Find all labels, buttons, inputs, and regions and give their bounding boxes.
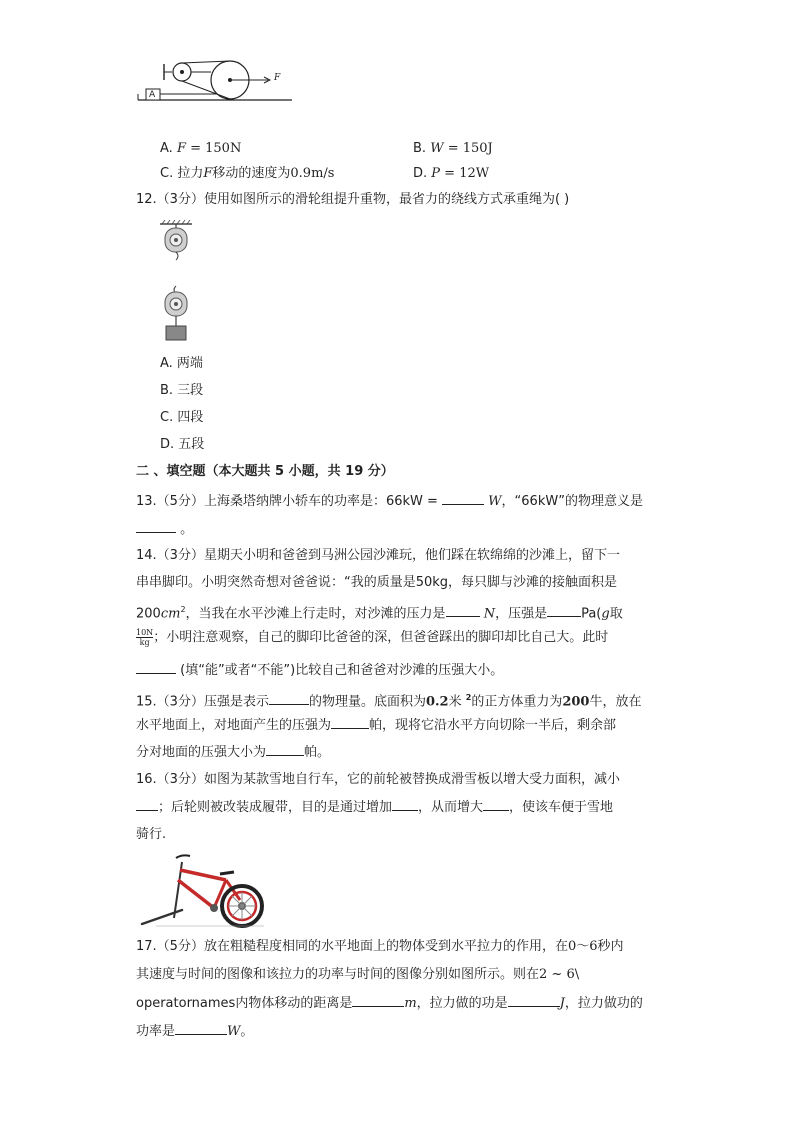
text: Pa( xyxy=(581,606,602,622)
text: 水平地面上，对地面产生的压强为 xyxy=(136,718,332,733)
text: 。 xyxy=(240,1024,254,1039)
q12-option-d[interactable]: D. 五段 xyxy=(160,437,205,452)
text: ，当我在水平沙滩上行走时，对沙滩的压力是 xyxy=(185,606,446,622)
text: 帕，现将它沿水平方向切除一半后，剩余部 xyxy=(369,718,617,733)
text: 米 xyxy=(448,694,462,710)
text: 牛，放在 xyxy=(589,694,642,710)
answer-blank[interactable] xyxy=(547,604,581,617)
q16-line3: 骑行. xyxy=(136,827,167,842)
q11-option-a[interactable] xyxy=(160,140,241,158)
option-prefix: B. xyxy=(413,141,431,156)
fraction-numerator: 10N xyxy=(136,628,154,637)
answer-blank[interactable] xyxy=(442,492,484,505)
q16-line2 xyxy=(136,798,613,817)
text: 其速度与时间的图像和该拉力的功率与时间的图像分别如图所示。则在 xyxy=(136,967,540,982)
pulley-system-figure xyxy=(136,58,296,104)
option-var: F xyxy=(203,166,213,181)
snow-bike-figure xyxy=(136,850,276,930)
option-value: 0.9m/s xyxy=(290,166,335,181)
q15-line2 xyxy=(136,716,616,735)
answer-blank[interactable] xyxy=(508,994,560,1007)
q17-line3 xyxy=(136,994,643,1013)
text: ，从而增大 xyxy=(418,800,484,815)
var: W xyxy=(488,494,502,509)
text: 17.（5分）放在粗糙程度相同的水平地面上的物体受到水平拉力的作用，在 xyxy=(136,939,568,954)
q14-line5 xyxy=(136,661,503,680)
q16-line1: 16.（3分）如图为某款雪地自行车，它的前轮被替换成滑雪板以增大受力面积，减小 xyxy=(136,772,620,787)
answer-blank[interactable] xyxy=(269,692,309,705)
q11-option-c[interactable] xyxy=(160,165,334,183)
q14-line2: 串串脚印。小明突然奇想对爸爸说：“我的质量是50kg，每只脚与沙滩的接触面积是 xyxy=(136,575,618,590)
text: 200 xyxy=(136,606,161,622)
text: 取 xyxy=(609,606,623,622)
q17-line2 xyxy=(136,966,579,984)
text: ，拉力做的功是 xyxy=(416,996,508,1011)
q12-stem: 12.（3分）使用如图所示的滑轮组提升重物，最省力的绕线方式承重绳为( ) xyxy=(136,192,570,207)
label-a: A xyxy=(149,90,156,100)
var: m xyxy=(404,996,417,1011)
text: 13.（5分）上海桑塔纳牌小轿车的功率是：66kW = xyxy=(136,494,443,509)
text: ，使该车便于雪地 xyxy=(509,800,614,815)
text: operatornames内物体移动的距离是 xyxy=(136,996,353,1011)
label-f: F xyxy=(274,73,281,83)
q12-option-a[interactable]: A. 两端 xyxy=(160,356,203,371)
option-prefix: D. xyxy=(413,166,432,181)
superscript: 2 xyxy=(465,693,472,702)
q12-option-c[interactable]: C. 四段 xyxy=(160,410,204,425)
value: 0.2 xyxy=(425,694,449,710)
answer-blank[interactable] xyxy=(136,661,176,674)
q14-line1: 14.（3分）星期天小明和爸爸到马洲公园沙滩玩，他们踩在软绵绵的沙滩上，留下一 xyxy=(136,548,620,563)
value: 0～6 xyxy=(567,939,598,954)
text: ；小明注意观察，自己的脚印比爸爸的深，但爸爸踩出的脚印却比自己大。此时 xyxy=(153,630,609,645)
fraction xyxy=(136,628,153,647)
q17-line1 xyxy=(136,938,624,956)
option-prefix: C. 拉力 xyxy=(160,166,204,181)
superscript: 2 xyxy=(180,605,186,614)
option-prefix: A. xyxy=(160,141,177,156)
var: N xyxy=(483,606,496,622)
unit: cm xyxy=(160,606,181,622)
q15-line3 xyxy=(136,743,330,762)
q11-option-b[interactable] xyxy=(413,140,493,158)
option-var: W xyxy=(430,141,444,156)
var: J xyxy=(559,996,565,1011)
text: ；后轮则被改装成履带，目的是通过增加 xyxy=(158,800,393,815)
option-text: 移动的速度为 xyxy=(212,166,291,181)
option-text: = 12W xyxy=(440,166,490,181)
text: ，“66kW”的物理意义是 xyxy=(501,494,643,509)
text: 分对地面的压强大小为 xyxy=(136,745,267,760)
answer-blank[interactable] xyxy=(352,994,404,1007)
value: 200 xyxy=(562,694,590,710)
text: 。 xyxy=(180,522,194,537)
text: 秒内 xyxy=(597,939,624,954)
text: ，压强是 xyxy=(495,606,548,622)
text: 的物理量。底面积为 xyxy=(308,694,426,710)
q14-line4 xyxy=(136,628,608,647)
text: 15.（3分）压强是表示 xyxy=(136,694,269,710)
answer-blank[interactable] xyxy=(136,520,176,533)
answer-blank[interactable] xyxy=(136,798,158,811)
q15-line1 xyxy=(136,689,642,711)
option-var: P xyxy=(431,166,441,181)
q13-line2 xyxy=(136,520,193,539)
option-var: F xyxy=(176,141,186,156)
answer-blank[interactable] xyxy=(446,604,480,617)
text: 功率是 xyxy=(136,1024,176,1039)
text: 帕。 xyxy=(304,745,331,760)
pulley-block-figure xyxy=(156,220,196,344)
section-heading: 二 、填空题（本大题共 5 小题，共 19 分） xyxy=(136,464,394,479)
q14-line3 xyxy=(136,601,623,623)
answer-blank[interactable] xyxy=(483,798,509,811)
q12-option-b[interactable]: B. 三段 xyxy=(160,383,204,398)
option-text: = 150N xyxy=(185,141,242,156)
q13-line1 xyxy=(136,492,643,511)
text: 的正方体重力为 xyxy=(471,694,563,710)
option-text: = 150J xyxy=(443,141,493,156)
answer-blank[interactable] xyxy=(266,743,304,756)
text: ，拉力做功的 xyxy=(564,996,643,1011)
value: 2 ~ 6\ xyxy=(539,967,580,982)
q17-line4 xyxy=(136,1022,253,1041)
answer-blank[interactable] xyxy=(392,798,418,811)
q11-option-d[interactable] xyxy=(413,165,489,183)
answer-blank[interactable] xyxy=(175,1022,227,1035)
text: (填“能”或者“不能”)比较自己和爸爸对沙滩的压强大小。 xyxy=(176,663,504,678)
answer-blank[interactable] xyxy=(331,716,369,729)
fraction-denominator: kg xyxy=(139,638,150,647)
var: g xyxy=(601,606,610,622)
var: W xyxy=(227,1024,241,1039)
